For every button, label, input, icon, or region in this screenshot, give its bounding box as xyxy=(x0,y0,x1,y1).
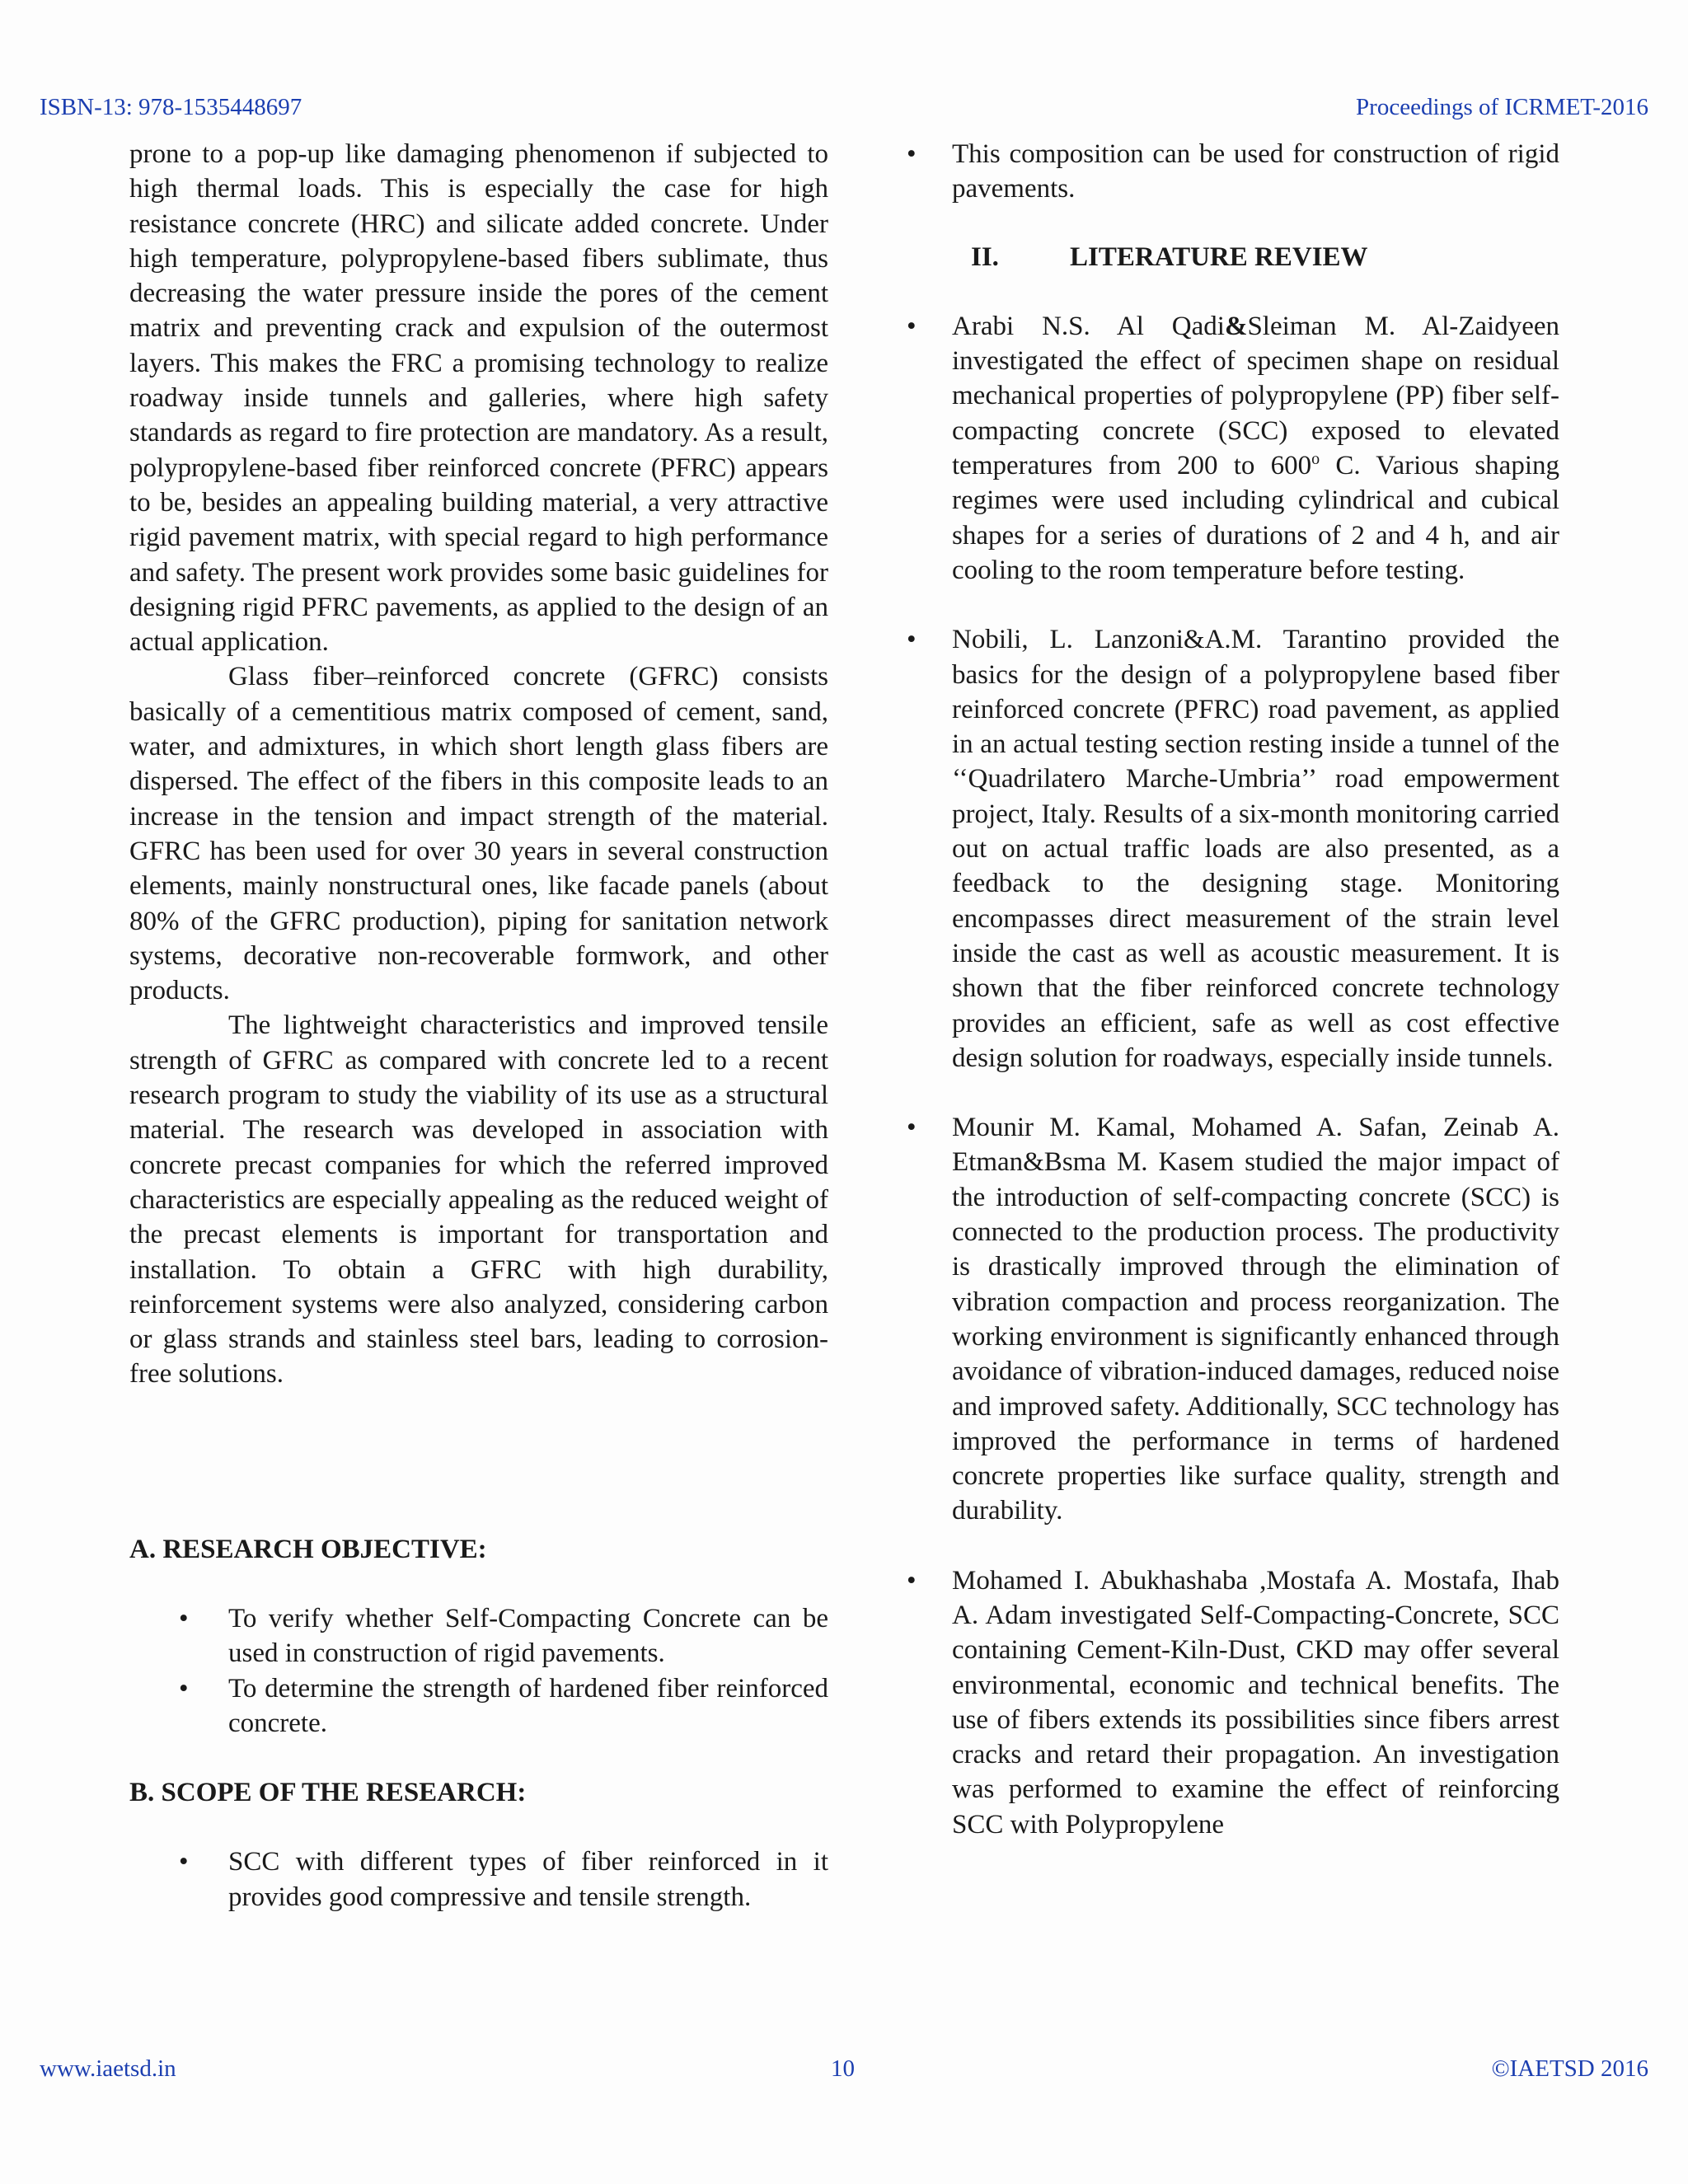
objective-item xyxy=(129,1671,828,1741)
bullet-icon: • xyxy=(907,311,917,341)
review-text: Nobili, L. Lanzoni&A.M. Tarantino provided the basics for the design of a polypropylene based fiber reinforced concrete (PFRC) road pavement, as applied in an actual testing section resting inside a tunnel of the ‘‘Quadrilatero Marche-Umbria’’ road empowerment project, Italy. Results of a six-month monitoring carried out on actual traffic loads are also presented, as a feedback to the designing stage. Monitoring encompasses direct measurement of the strain level inside the cast as well as acoustic measurement. It is shown that the fiber reinforced concrete technology provides an efficient, safe as well as cost effective design solution for roadways, especially inside tunnels. xyxy=(952,625,1559,1073)
paragraph-gfrc: Glass fiber–reinforced concrete (GFRC) consists basically of a cementitious matrix composed of cement, sand, water, and admixtures, in which short length glass fibers are dispersed. The effect of the fibers in this composite leads to an increase in the tension and impact strength of the material. GFRC has been used for over 30 years in several construction elements, mainly nonstructural ones, like facade panels (about 80% of the GFRC production), piping for sanitation network systems, decorative non-recoverable formwork, and other products. xyxy=(129,662,828,1006)
research-objective-heading: A. RESEARCH OBJECTIVE: xyxy=(129,1534,487,1564)
review-text: Arabi N.S. Al Qadi&Sleiman M. Al-Zaidyeen investigated the effect of specimen shape on residual mechanical properties of polypropylene (PP) fiber self-compacting concrete (SCC) exposed to elevated temperatures from 200 to 600$^o$ C. Various shaping regimes were used including cylindrical and cubical shapes for a series of durations of 2 and 4 h, and air cooling to the room temperature before testing. xyxy=(952,311,1559,585)
isbn-header: ISBN-13: 978-1535448697 xyxy=(40,94,302,120)
scope-text: SCC with different types of fiber reinforced in it provides good compressive and tensile strength. xyxy=(228,1847,828,1912)
section-title: LITERATURE REVIEW xyxy=(1070,241,1368,272)
bullet-icon: • xyxy=(907,1565,917,1596)
review-item xyxy=(907,622,1559,1076)
bullet-icon: • xyxy=(907,1113,917,1143)
review-text: Mohamed I. Abukhashaba ,Mostafa A. Mostafa, Ihab A. Adam investigated Self-Compacting-Concrete, SCC containing Cement-Kiln-Dust, CKD may offer several environmental, economic and technical benefits. The use of fibers extends its possibilities since fibers arrest cracks and retard their propagation. An investigation was performed to examine the effect of reinforcing SCC with Polypropylene xyxy=(952,1565,1559,1840)
scope-item xyxy=(907,137,1559,207)
objective-text: To determine the strength of hardened fiber reinforced concrete. xyxy=(228,1673,828,1738)
proceedings-header: Proceedings of ICRMET-2016 xyxy=(1356,94,1648,120)
objective-text: To verify whether Self-Compacting Concrete can be used in construction of rigid pavements. xyxy=(228,1603,828,1669)
bullet-icon: • xyxy=(907,625,917,655)
paragraph-gfrc-strength: The lightweight characteristics and improved tensile strength of GFRC as compared with concrete led to a recent research program to study the viability of its use as a structural material. The research was developed in association with concrete precast companies for which the referred improved characteristics are especially appealing as the reduced weight of the precast elements is important for transportation and installation. To obtain a GFRC with high durability, reinforcement systems were also analyzed, considering carbon or glass strands and stainless steel bars, leading to corrosion-free solutions. xyxy=(129,1010,828,1390)
website-link[interactable]: www.iaetsd.in xyxy=(40,2055,176,2082)
review-text: Mounir M. Kamal, Mohamed A. Safan, Zeinab A. Etman&Bsma M. Kasem studied the major impact of the introduction of self-compacting concrete (SCC) is connected to the production process. The productivity is drastically improved through the elimination of vibration compaction and process reorganization. The working environment is significantly enhanced through avoidance of vibration-induced damages, reduced noise and improved safety. Additionally, SCC technology has improved the performance in terms of hardened concrete properties like surface quality, strength and durability. xyxy=(952,1113,1559,1526)
left-column xyxy=(129,137,828,1915)
bullet-icon: • xyxy=(179,1847,189,1877)
section-number: II. xyxy=(971,241,999,272)
page-number: 10 xyxy=(831,2055,855,2082)
bullet-icon: • xyxy=(179,1673,189,1704)
literature-review-heading xyxy=(913,240,1559,274)
review-item xyxy=(907,1110,1559,1529)
right-column xyxy=(907,137,1559,1842)
review-item xyxy=(907,1563,1559,1842)
scope-heading: B. SCOPE OF THE RESEARCH: xyxy=(129,1778,527,1808)
review-item xyxy=(907,309,1559,588)
objective-item xyxy=(129,1601,828,1671)
scope-text: This composition can be used for construction of rigid pavements. xyxy=(952,139,1559,204)
copyright-footer: ©IAETSD 2016 xyxy=(1491,2055,1648,2082)
bullet-icon: • xyxy=(907,139,917,169)
bullet-icon: • xyxy=(179,1603,189,1633)
scope-item xyxy=(129,1844,828,1915)
paragraph-pfrc: prone to a pop-up like damaging phenomenon if subjected to high thermal loads. This is especially the case for high resistance concrete (HRC) and silicate added concrete. Under high temperature, polypropylene-based fibers sublimate, thus decreasing the water pressure inside the pores of the cement matrix and preventing crack and expulsion of the outermost layers. This makes the FRC a promising technology to realize roadway inside tunnels and galleries, where high safety standards as regard to fire protection are mandatory. As a result, polypropylene-based fiber reinforced concrete (PFRC) appears to be, besides an appealing building material, a very attractive rigid pavement matrix, with special regard to high performance and safety. The present work provides some basic guidelines for designing rigid PFRC pavements, as applied to the design of an actual application. xyxy=(129,139,828,658)
